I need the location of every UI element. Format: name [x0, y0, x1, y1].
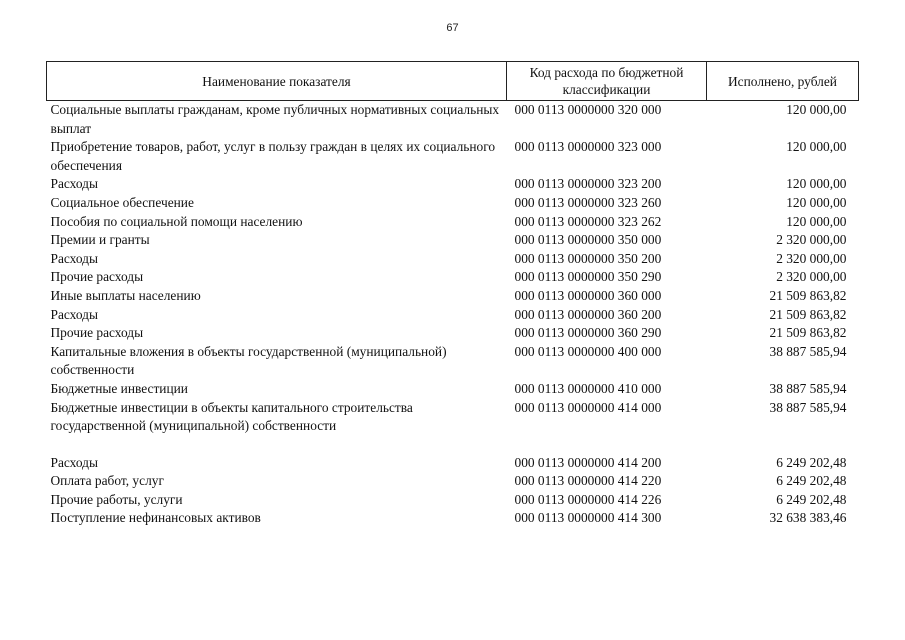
- row-amount: 21 509 863,82: [769, 287, 847, 303]
- row-amount: 38 887 585,94: [769, 399, 847, 415]
- header-amount-executed: Исполнено, рублей: [707, 62, 859, 101]
- row-name: Расходы: [50, 176, 98, 192]
- row-name: Пособия по социальной помощи населению: [50, 213, 303, 229]
- row-name: Бюджетные инвестиции в объекты капитального строительства государственной (муниципальной) собственности: [50, 399, 413, 434]
- row-code: 000 0113 0000000 414 226: [514, 491, 662, 507]
- row-code: 000 0113 0000000 323 000: [514, 139, 662, 155]
- row-name: Расходы: [50, 454, 98, 470]
- row-name: Социальное обеспечение: [50, 194, 194, 210]
- table-row: [47, 194, 859, 213]
- row-name: Прочие расходы: [50, 269, 144, 285]
- row-amount: 21 509 863,82: [769, 306, 847, 322]
- row-name: Капитальные вложения в объекты государственной (муниципальной) собственности: [50, 343, 447, 378]
- table-row: [47, 138, 859, 175]
- row-code: 000 0113 0000000 323 200: [514, 176, 662, 192]
- table-row: [47, 509, 859, 528]
- row-name: Социальные выплаты гражданам, кроме публичных нормативных социальных выплат: [50, 102, 500, 136]
- row-code: 000 0113 0000000 410 000: [514, 380, 662, 396]
- page-number: 67: [446, 22, 459, 34]
- budget-execution-table: [46, 61, 859, 528]
- row-code: 000 0113 0000000 400 000: [514, 343, 662, 359]
- table-row: [47, 213, 859, 232]
- table-row: [47, 268, 859, 287]
- row-amount: 38 887 585,94: [769, 343, 847, 359]
- row-name: Прочие расходы: [50, 325, 144, 341]
- row-code: 000 0113 0000000 323 260: [514, 194, 662, 210]
- table-row: [47, 175, 859, 194]
- table-row: [47, 101, 859, 139]
- table-row: [47, 306, 859, 325]
- table-row: [47, 324, 859, 343]
- row-code: 000 0113 0000000 414 000: [514, 399, 662, 415]
- row-amount: 2 320 000,00: [776, 232, 847, 248]
- row-amount: 120 000,00: [786, 213, 847, 229]
- header-expense-code: Код расхода по бюджетной классификации: [507, 62, 707, 101]
- row-amount: 2 320 000,00: [776, 250, 847, 266]
- row-code: 000 0113 0000000 320 000: [514, 102, 662, 117]
- row-code: 000 0113 0000000 414 300: [514, 510, 662, 526]
- row-amount: 120 000,00: [786, 102, 847, 117]
- row-amount: 120 000,00: [786, 194, 847, 210]
- row-amount: 38 887 585,94: [769, 380, 847, 396]
- table-row: [47, 472, 859, 491]
- row-amount: 21 509 863,82: [769, 325, 847, 341]
- row-name: Расходы: [50, 250, 98, 266]
- row-code: 000 0113 0000000 360 000: [514, 287, 662, 303]
- row-code: 000 0113 0000000 360 290: [514, 325, 662, 341]
- row-code: 000 0113 0000000 350 000: [514, 232, 662, 248]
- row-amount: 6 249 202,48: [776, 454, 847, 470]
- row-name: Поступление нефинансовых активов: [50, 510, 261, 526]
- table-row: [47, 343, 859, 380]
- table-row: [47, 454, 859, 473]
- row-name: Расходы: [50, 306, 98, 322]
- row-code: 000 0113 0000000 323 262: [514, 213, 662, 229]
- table-row: [47, 399, 859, 436]
- row-code: 000 0113 0000000 414 220: [514, 473, 662, 489]
- row-amount: 6 249 202,48: [776, 473, 847, 489]
- table-row: [47, 491, 859, 510]
- row-name: Прочие работы, услуги: [50, 491, 183, 507]
- row-code: 000 0113 0000000 350 200: [514, 250, 662, 266]
- row-code: 000 0113 0000000 414 200: [514, 454, 662, 470]
- row-name: Бюджетные инвестиции: [50, 380, 188, 396]
- row-amount: 120 000,00: [786, 176, 847, 192]
- row-name: Иные выплаты населению: [50, 287, 201, 303]
- row-name: Оплата работ, услуг: [50, 473, 164, 489]
- table-row: [47, 250, 859, 269]
- row-name: Приобретение товаров, работ, услуг в пользу граждан в целях их социального обеспечения: [50, 139, 496, 173]
- row-amount: 2 320 000,00: [776, 269, 847, 285]
- table-row: [47, 287, 859, 306]
- row-code: 000 0113 0000000 350 290: [514, 269, 662, 285]
- table-row: [47, 380, 859, 399]
- row-code: 000 0113 0000000 360 200: [514, 306, 662, 322]
- header-indicator-name: Наименование показателя: [47, 62, 507, 101]
- row-amount: 6 249 202,48: [776, 491, 847, 507]
- table-row: [47, 231, 859, 250]
- row-amount: 120 000,00: [786, 139, 847, 155]
- row-name: Премии и гранты: [50, 232, 150, 248]
- row-amount: 32 638 383,46: [769, 510, 847, 526]
- table-header-row: [47, 62, 859, 101]
- table-spacer-row: [47, 436, 859, 454]
